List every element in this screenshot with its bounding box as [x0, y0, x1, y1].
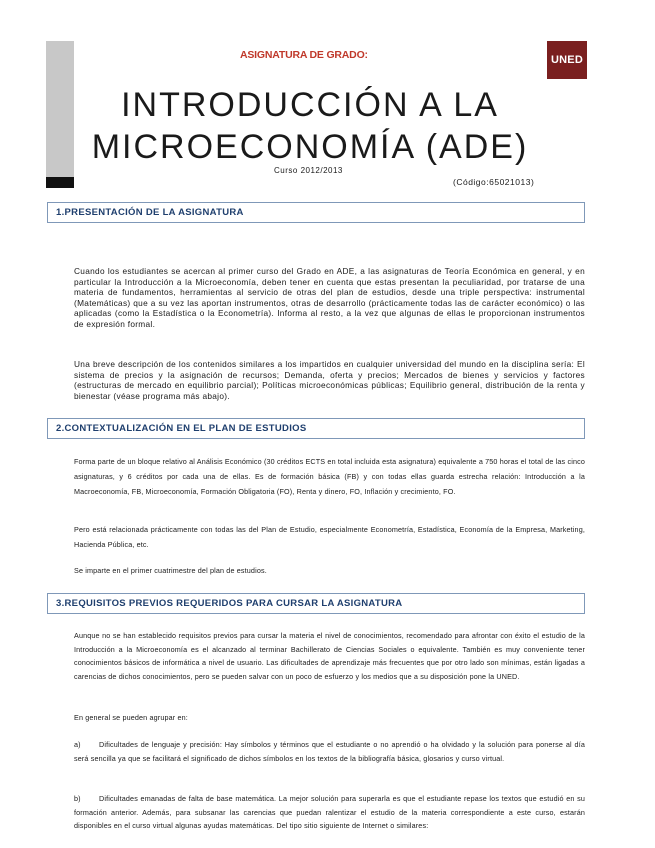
- list-marker: a): [74, 740, 81, 749]
- paragraph: Se imparte en el primer cuatrimestre del plan de estudios.: [74, 566, 267, 575]
- paragraph: Aunque no se han establecido requisitos previos para cursar la materia el nivel de conocimientos, recomendado para afrontar con éxito el estudio de la Introducción a la Microeconomía es el alcanzado al terminar Bachillerato de Ciencias Sociales o equivalente. También es muy conveniente tener conocimientos básicos de informática a nivel de usuario. Las dificultades de aprendizaje más frecuentes que por otro lado son mínimas, están ligadas a carencias de dichos conocimientos, pero se pueden salvar con un poco de esfuerzo y los medios que a su disposición pone la UNED.: [74, 631, 585, 681]
- paragraph: Forma parte de un bloque relativo al Análisis Económico (30 créditos ECTS en total incluida esta asignatura) equivalente a 750 horas el total de las cinco asignaturas, y 6 créditos por cada una de ellas. Es de formación básica (FB) y con todas ellas guarda estrecha relación: Introducción a la Macroeconomía, FB, Microeconomía, Formación Obligatoria (FO), Renta y dinero, FO, Inflación y crecimiento, FO.: [74, 457, 585, 496]
- page-title: [80, 84, 540, 168]
- list-item: [74, 738, 585, 765]
- list-item-text: Dificultades emanadas de falta de base matemática. La mejor solución para superarla es que el estudiante repase los textos que estudió en su formación anterior. Además, para subsanar las carencias que puedan ralentizar el estudio de la materia correspondiente a este curso, estarán disponibles en el curso virtual algunas ayudas matemáticas. Del tipo sitio siguiente de Internet o similares:: [74, 794, 585, 830]
- list-item: [74, 792, 585, 833]
- course-year: Curso 2012/2013: [274, 166, 343, 175]
- title-line-1: INTRODUCCIÓN A LA: [121, 86, 499, 124]
- section-header-requirements: 3.REQUISITOS PREVIOS REQUERIDOS PARA CURSAR LA ASIGNATURA: [47, 593, 585, 614]
- title-line-2: MICROECONOMÍA (ADE): [91, 128, 529, 166]
- decorative-grey-bar: [46, 41, 74, 177]
- paragraph: Una breve descripción de los contenidos similares a los impartidos en cualquier universidad del mundo en la disciplina sería: El sistema de precios y la asignación de recursos; Demanda, oferta y precios; Mercados de bienes y servicios y factores (estructuras de mercado en equilibrio parcial); Políticas microeconómicas públicas; Equilibrio general, distribución de la renta y bienestar (véase programa más abajo).: [74, 359, 585, 401]
- list-item-text: Dificultades de lenguaje y precisión: Hay símbolos y términos que el estudiante o no aprendió o ha olvidado y la solución para ponerse al día será sencilla ya que se facilitará el significado de dichos símbolos en los textos de la bibliografía básica, glosarios y curso virtual.: [74, 740, 585, 763]
- decorative-black-bar: [46, 177, 74, 188]
- section-header-context: 2.CONTEXTUALIZACIÓN EN EL PLAN DE ESTUDIOS: [47, 418, 585, 439]
- subject-label: ASIGNATURA DE GRADO:: [240, 49, 368, 61]
- paragraph: Cuando los estudiantes se acercan al primer curso del Grado en ADE, a las asignaturas de Teoría Económica en general, y en particular la Introducción a la Microeconomía, deben tener en cuenta que estas presentan la peculiaridad, por tratarse de una materia de fundamentos, herramientas al servicio de otras del plan de estudios, desde una triple perspectiva: instrumental (Matemáticas) que a su vez las aportan instrumentos, otras de desarrollo (prácticamente todas las de carácter económico) o las aplicadas (como la Estadística o la Econometría). Informa al resto, a la vez que algunas de ellas le proporcionan instrumentos de expresión formal.: [74, 266, 585, 329]
- list-marker: b): [74, 794, 81, 803]
- section-header-presentation: 1.PRESENTACIÓN DE LA ASIGNATURA: [47, 202, 585, 223]
- uned-logo: [547, 41, 587, 79]
- paragraph: Pero está relacionada prácticamente con todas las del Plan de Estudio, especialmente Econometría, Estadística, Economía de la Empresa, Marketing, Hacienda Pública, etc.: [74, 525, 585, 549]
- paragraph: En general se pueden agrupar en:: [74, 713, 188, 722]
- subject-code: (Código:65021013): [453, 177, 535, 187]
- uned-logo-text: UNED: [551, 54, 583, 66]
